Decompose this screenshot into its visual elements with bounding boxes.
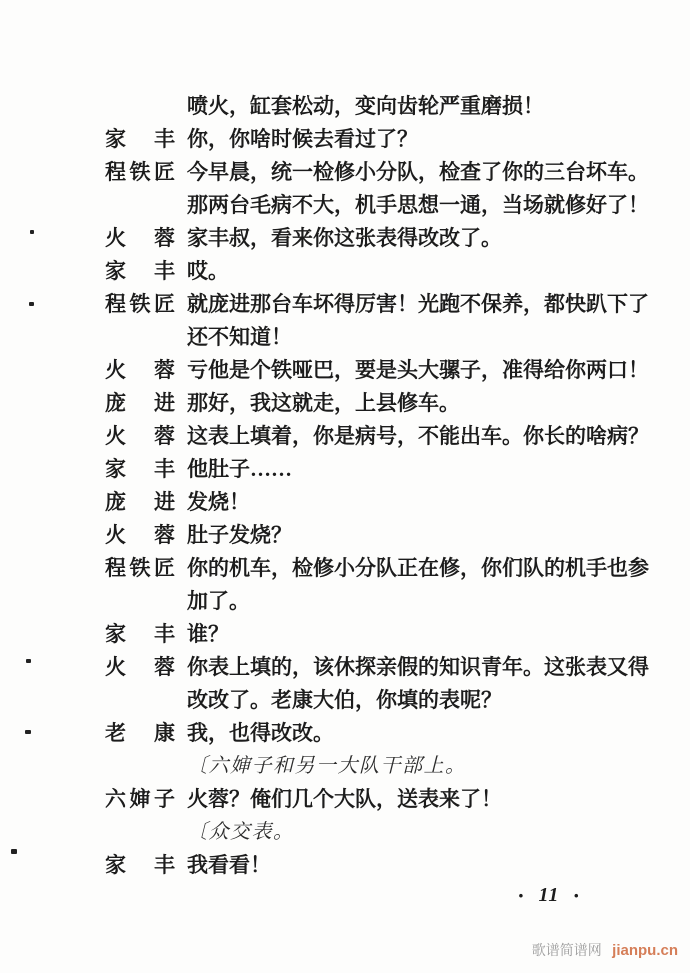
dialogue-lines — [187, 816, 665, 849]
dialogue-lines — [187, 222, 665, 255]
dialogue-lines — [187, 849, 665, 882]
dialogue-lines — [187, 519, 665, 552]
dialogue-lines — [187, 552, 665, 618]
speaker-name: 程铁匠 — [105, 160, 175, 184]
dialogue-lines — [187, 123, 665, 156]
dialogue-lines — [187, 453, 665, 486]
speaker-name: 火 蓉 — [105, 226, 175, 250]
text-line: 谁？ — [187, 622, 229, 646]
script-entry — [105, 453, 665, 486]
speaker-name: 家 丰 — [105, 127, 175, 151]
text-line: 我看看！ — [187, 853, 271, 877]
watermark — [532, 940, 678, 960]
dialogue-lines — [187, 156, 665, 222]
script-entry — [105, 849, 665, 882]
script-entry — [105, 651, 665, 717]
text-line: 亏他是个铁哑巴，要是头大骡子，准得给你两口！ — [187, 358, 649, 382]
speaker-name: 家 丰 — [105, 259, 175, 283]
text-line: 家丰叔，看来你这张表得改改了。 — [187, 226, 502, 250]
dialogue-lines — [187, 717, 665, 750]
text-line: 火蓉？俺们几个大队，送表来了！ — [187, 787, 502, 811]
text-line: 喷火，缸套松动，变向齿轮严重磨损！ — [187, 94, 544, 118]
text-line: 就庞进那台车坏得厉害！光跑不保养，都快趴下了 — [187, 292, 649, 316]
script-entry — [105, 354, 665, 387]
script-entry — [105, 486, 665, 519]
script-entry — [105, 90, 665, 123]
script-entry — [105, 750, 665, 783]
dialogue-lines — [187, 420, 665, 453]
speaker-name: 家 丰 — [105, 853, 175, 877]
dialogue-lines — [187, 288, 665, 354]
scan-speck — [30, 230, 34, 234]
page-number: 11 — [538, 884, 560, 906]
dialogue-lines — [187, 90, 665, 123]
scan-speck — [25, 730, 31, 734]
text-line: 〔众交表。 — [187, 821, 295, 843]
speaker-name: 火 蓉 — [105, 358, 175, 382]
text-line: 加了。 — [187, 589, 250, 613]
script-entry — [105, 288, 665, 354]
dialogue-lines — [187, 255, 665, 288]
speaker-name: 程铁匠 — [105, 292, 175, 316]
speaker-name: 六婶子 — [105, 787, 175, 811]
dialogue-lines — [187, 783, 665, 816]
script-entry — [105, 783, 665, 816]
page-footer — [518, 884, 628, 907]
script-entry — [105, 717, 665, 750]
speaker-name: 火 蓉 — [105, 655, 175, 679]
text-line: 你表上填的，该休探亲假的知识青年。这张表又得 — [187, 655, 649, 679]
speaker-name: 老 康 — [105, 721, 175, 745]
speaker-name: 程铁匠 — [105, 556, 175, 580]
text-line: 发烧！ — [187, 490, 250, 514]
speaker-name: 家 丰 — [105, 622, 175, 646]
scan-speck — [29, 302, 34, 306]
script-entry — [105, 816, 665, 849]
dialogue-lines — [187, 618, 665, 651]
script-entry — [105, 156, 665, 222]
scan-speck — [11, 849, 17, 854]
speaker-name: 家 丰 — [105, 457, 175, 481]
text-line: 改改了。老康大伯，你填的表呢？ — [187, 688, 502, 712]
script-entry — [105, 519, 665, 552]
script-entry — [105, 222, 665, 255]
dialogue-lines — [187, 750, 665, 783]
script-entry — [105, 255, 665, 288]
footer-dot-right: · — [573, 882, 580, 908]
script-body — [105, 90, 665, 882]
script-entry — [105, 420, 665, 453]
script-entry — [105, 618, 665, 651]
text-line: 我，也得改改。 — [187, 721, 334, 745]
text-line: 你的机车，检修小分队正在修，你们队的机手也参 — [187, 556, 649, 580]
speaker-name: 庞 进 — [105, 490, 175, 514]
text-line: 他肚子…… — [187, 457, 292, 481]
text-line: 那好，我这就走，上县修车。 — [187, 391, 460, 415]
speaker-name: 火 蓉 — [105, 424, 175, 448]
dialogue-lines — [187, 651, 665, 717]
text-line: 还不知道！ — [187, 325, 292, 349]
script-entry — [105, 123, 665, 156]
text-line: 这表上填着，你是病号，不能出车。你长的啥病？ — [187, 424, 649, 448]
text-line: 肚子发烧？ — [187, 523, 292, 547]
footer-dot-left: · — [518, 882, 525, 908]
text-line: 那两台毛病不大，机手思想一通，当场就修好了！ — [187, 193, 649, 217]
text-line: 〔六婶子和另一大队干部上。 — [187, 755, 467, 777]
dialogue-lines — [187, 387, 665, 420]
script-entry — [105, 387, 665, 420]
text-line: 你，你啥时候去看过了？ — [187, 127, 418, 151]
scan-speck — [26, 659, 31, 663]
watermark-site-url: jianpu.cn — [612, 942, 678, 959]
speaker-name: 庞 进 — [105, 391, 175, 415]
dialogue-lines — [187, 486, 665, 519]
dialogue-lines — [187, 354, 665, 387]
speaker-name: 火 蓉 — [105, 523, 175, 547]
text-line: 哎。 — [187, 259, 229, 283]
script-entry — [105, 552, 665, 618]
watermark-site-name: 歌谱简谱网 — [531, 942, 602, 958]
text-line: 今早晨，统一检修小分队，检查了你的三台坏车。 — [187, 160, 649, 184]
